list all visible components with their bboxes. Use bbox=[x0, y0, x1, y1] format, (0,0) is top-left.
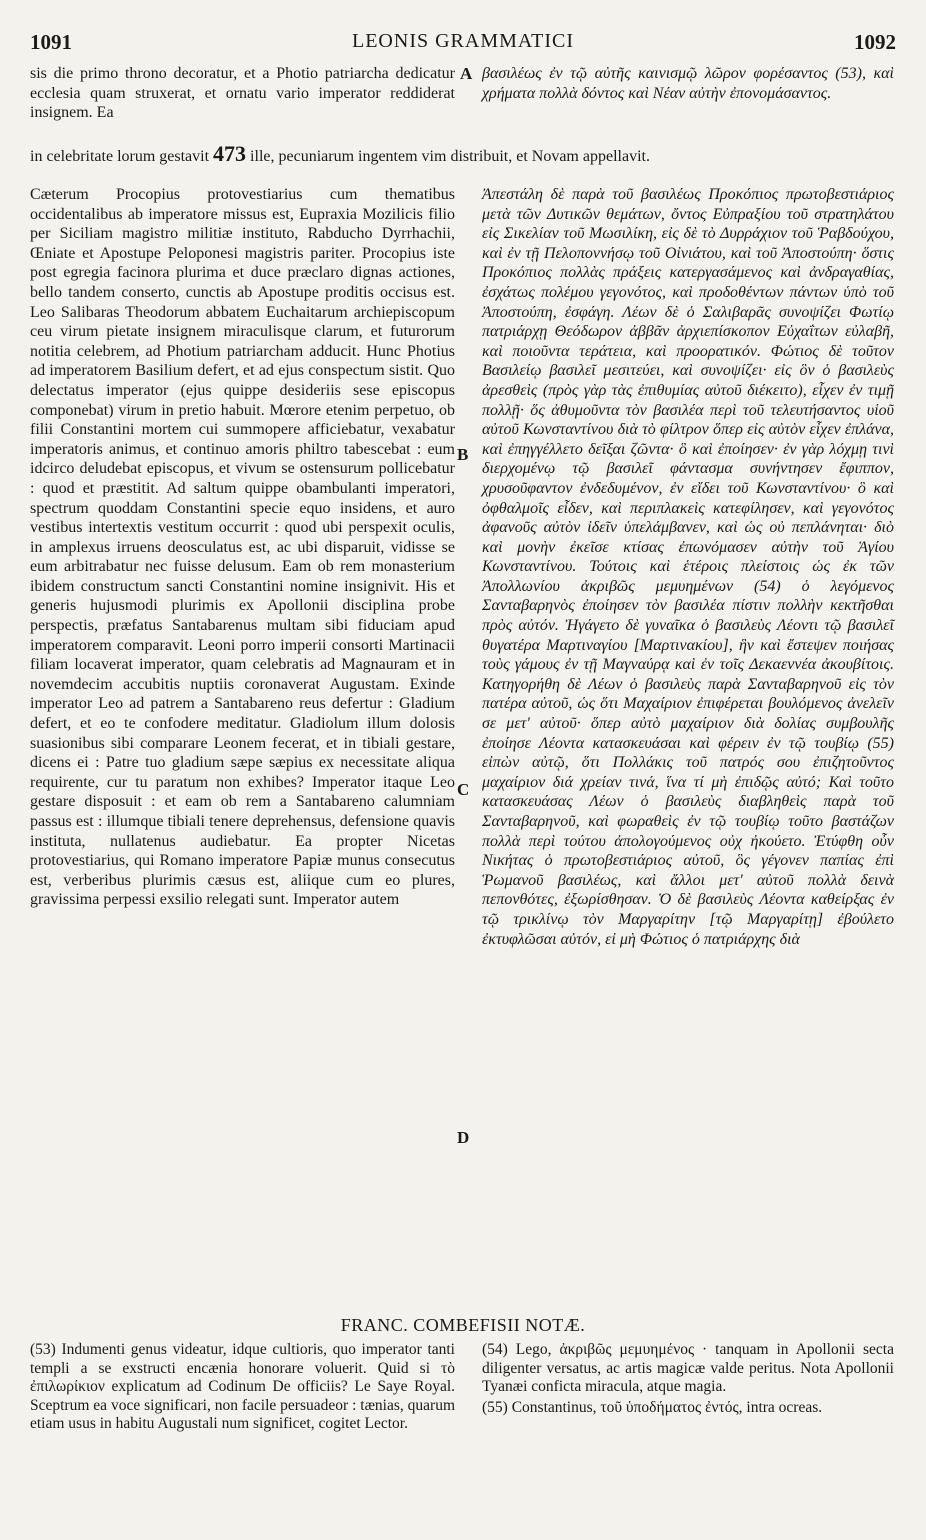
span-text-after: ille, pecuniarum ingentem vim distribuit, et Novam appellavit. bbox=[250, 148, 650, 165]
left-page-number: 1091 bbox=[30, 30, 72, 54]
latin-body-text: Cæterum Procopius protovestiarius cum thematibus occidentalibus ab imperatore missus est, Eupraxia Mozilicis filio per Siciliam magistro militiæ instituto, Rabducho Dyrrhachii, Œniate et Apostupe Peloponesi magistris pariter. Procopius iste post egregia facinora plurima et duce præclaro dignas actiones, bello tandem conserto, cunctis ab Apostupe proditis occisus est. Leo Salibaras Theodorum abbatem Euchaitarum archiepiscopum ceu virum pietate insignem miraculisque clarum, et futurorum notitia celebrem, ad Photium patriarcham adducit. Hunc Photius ad imperatorem Basilium defert, et ad ejus conspectum sistit. Quo delectatus imperator (ejus quippe desideriis sese episcopus componebat) virum in pretio habuit. Mœrore etenim perpetuo, ob filii Constantini mortem cui summopere afficiebatur, vexabatur imperatoris animus, et continuo amoris philtro tabescebat : eum idcirco deludebat episcopus, et vivum se ostensurum pollicebatur : quod et præstitit. Ad saltum quippe obambulanti imperatori, spectrum quoddam Constantini specie equo insidens, et auro vestibus intertextis vestitum occurrit : quod ubi perspexit oculis, in amplexus irruens deosculatus est, ac ubi disparuit, vidisse se eum arbitrabatur nec fuisse delusum. Eam ob rem monasterium ibidem constructum sancti Constantini nomine insignivit. His et generis hujusmodi plurimis ex Apollonii disciplina probe perspectis, præfatus Santabarenus multam sibi fiduciam apud imperatorem comparavit. Leoni porro imperii consorti Martinacii filiam locaverat imperator, quam celebratis ad Magnauram et in novemdecim accubitis nuptiis coronaverat Augustam. Exinde imperator Leo ad patrem a Santabareno reus defertur : Gladium defert, et eo te confodere meditatur. Gladiolum illum dolosis suasionibus sibi comparare Leonem fecerat, et in tibiali gestare, dicens ei : Patre tuo gladium sæpe sæpius ex necessitate aliqua requirente, cur tu paratum non exhibes? Imperator itaque Leo gestare disposuit : et eam ob rem a Santabareno calumniam passus est : illumque tibiali tenere deprehensus, defensione quavis instituta, nullatenus audiebatur. Ea propter Nicetas protovestiarius, qui Romano imperatore Papiæ munus consecutus est, verberibus plurimis cæsus est, aliique cum eo plures, gravissima perpessi exsilio relegati sunt. Imperator autem bbox=[30, 186, 455, 909]
notes-right-column bbox=[482, 1341, 894, 1417]
latin-intro bbox=[30, 64, 455, 123]
right-page-number: 1092 bbox=[854, 30, 896, 54]
note-55: (55) Constantinus, τοῦ ὑποδήματος ἐντός, intra ocreas. bbox=[482, 1398, 823, 1416]
column-number: 473 bbox=[213, 141, 247, 166]
latin-intro-text: sis die primo throno decoratur, et a Photio patriarcha dedicatur ecclesia quam struxerat, et ornatu vario imperator reddiderat insignem. Ea bbox=[30, 65, 455, 122]
notes-left-column bbox=[30, 1341, 455, 1434]
greek-column bbox=[482, 185, 894, 949]
greek-intro bbox=[482, 64, 894, 103]
note-53: (53) Indumenti genus videatur, idque cultioris, quo imperator tanti templi a se exstructi encænia honorare voluerit. Quid si τὸ ἐπιλωρίκιον explicatum ad Codinum De officiis? Le Saye Royal. Sceptrum ea voce significari, non facile persuadeor : tænias, quarum etiam usus in habitu Augustali num significet, cogitet Lector. bbox=[30, 1341, 455, 1433]
running-title: LEONIS GRAMMATICI bbox=[352, 30, 574, 52]
page-header bbox=[30, 30, 896, 56]
latin-column bbox=[30, 185, 455, 910]
span-text-before: in celebritate lorum gestavit bbox=[30, 148, 210, 165]
margin-letter-b: B bbox=[457, 445, 469, 464]
margin-letter-d: D bbox=[457, 1128, 470, 1147]
greek-intro-text: βασιλέως ἐν τῷ αὐτῆς καινισμῷ λῶρον φορέσαντος (53), καὶ χρήματα πολλὰ δόντος καὶ Νέαν αὐτὴν ἐπονομάσαντος. bbox=[482, 65, 894, 102]
margin-letter-a: A bbox=[460, 64, 473, 83]
spanning-latin-line bbox=[30, 141, 892, 167]
notes-heading: FRANC. COMBEFISII NOTÆ. bbox=[340, 1315, 586, 1335]
greek-body-text: Ἀπεστάλη δὲ παρὰ τοῦ βασιλέως Προκόπιος πρωτοβεστιάριος μετὰ τῶν Δυτικῶν θεμάτων, ὄντος Εὐπραξίου τοῦ στρατηλάτου εἰς Σικελίαν τοῦ Μωσιλίκη, εἰς δὲ τὸ Δυρράχιον τοῦ Ῥαβδούχου, καὶ ἐν τῇ Πελοποννήσῳ τοῦ Οἰνιάτου, καὶ τοῦ Ἀποστούπη· ὅστις Προκόπιος πολλὰς πράξεις κατεργασάμενος καὶ ἀνδραγαθίας, ἐσχάτως πολέμου γεγονότος, καὶ προδοθέντων πάντων ὑπὸ τοῦ Ἀποστούπη, ἐσφάγη. Λέων δὲ ὁ Σαλιβαρᾶς συνοψίζει Φωτίῳ πατριάρχῃ Θεόδωρον ἀββᾶν ἀρχιεπίσκοπον Εὐχαΐτων εὐλαβῆ, καὶ ποιοῦντα τεράτεια, καὶ προορατικόν. Φώτιος δὲ τοῦτον Βασιλείῳ βασιλεῖ μεσιτεύει, καὶ συνοψίζει· εἰς ὃν ὁ βασιλεὺς ἀρεσθεὶς (πρὸς γὰρ τὰς ἐπιθυμίας αὐτοῦ διέκειτο), εἶχεν ἐν τιμῇ πολλῇ· ὅς ἀθυμοῦντα τὸν βασιλέα περὶ τοῦ τελευτήσαντος υἱοῦ αὐτοῦ Κωνσταντίνου διὰ τὸ φίλτρον ὅπερ εἰς αὐτὸν εἶχεν ἐπλάνα, καὶ ἐπηγγέλλετο δεῖξαι ζῶντα· ὃ καὶ ἐποίησεν· ἐν γὰρ λόχμῃ τινὶ διερχομένῳ τῷ βασιλεῖ φάντασμα συνήντησεν ἔφιππον, χρυσοῦφαντον ἐνδεδυμένον, ἐν εἴδει τοῦ Κωνσταντίνου· ὃ καὶ ὀφθαλμοῖς εἶδεν, καὶ περιπλακεὶς κατεφίλησεν, καὶ γεγονότος ἀφανοῦς αὐτὸν ἰδεῖν ὑπελάμβανεν, καὶ ὡς οὐ πεπλάνηται· διὸ καὶ μονὴν ἐκεῖσε κτίσας ἐπωνόμασεν αὐτὴν τοῦ Ἁγίου Κωνσταντίνου. Τούτοις καὶ ἑτέροις πλείστοις ὡς ἐκ τῶν Ἀπολλωνίου ἀκριβῶς μεμυημένων (54) ὁ λεγόμενος Σανταβαρηνὸς ἐποίησεν τὸν βασιλέα πίστιν πολλὴν κεκτῆσθαι πρὸς αὐτόν. Ἠγάγετο δὲ γυναῖκα ὁ βασιλεὺς Λέοντι τῷ βασιλεῖ θυγατέρα Μαρτιναγίου [Μαρτινακίου], ἣν καὶ ἔστεψεν ποιήσας τοὺς γάμους ἐν τῇ Μαγναύρᾳ καὶ ἐν τοῖς Δεκαεννέα ἀκουβίτοις. Κατηγορήθη δὲ Λέων ὁ βασιλεὺς παρὰ Σανταβαρηνοῦ εἰς τὸν πατέρα αὐτοῦ, ὡς ὅτι Μαχαίριον ἐπιφέρεται βουλόμενος ἀνελεῖν σε μετ' αὐτοῦ· ὅπερ αὐτὸ μαχαίριον διὰ δολίας συμβουλῆς ἐποίησε Λέοντα κατασκευάσαι καὶ φέρειν ἐν τῷ τουβίῳ (55) εἰπὼν αὐτῷ, ὅτι Πολλάκις τοῦ πατρός σου ἐπιζητοῦντος μαχαίριον διά χρείαν τινά, ἵνα τί μὴ ἐπιδῷς αὐτό; Καὶ τοῦτο κατασκευάσας Λέων ὁ βασιλεὺς διαβληθεὶς παρὰ τοῦ Σανταβαρηνοῦ, καὶ φωραθεὶς ἐν τῷ τουβίῳ τοῦτο βαστάζων πολλὰ περὶ τούτου ἀπολογούμενος οὐχ ἠκούετο. Ἐτύφθη οὖν Νικήτας ὁ πρωτοβεστιάριος αὐτοῦ, ὃς γέγονεν παπίας ἐπὶ Ῥωμανοῦ βασιλέως, καὶ ἄλλοι μετ' αὐτοῦ πολλὰ δεινὰ πεπονθότες, ἐξωρίσθησαν. Ὁ δὲ βασιλεὺς Λέοντα καθείρξας ἐν τῷ τρικλίνῳ τὸν Μαργαρίτην [τῷ Μαργαρίτῃ] ἐβούλετο ἐκτυφλῶσαι αὐτόν, εἰ μὴ Φώτιος ὁ πατριάρχης διὰ bbox=[482, 186, 894, 948]
note-54: (54) Lego, ἀκριβῶς μεμυημένος · tanquam in Apollonii secta diligenter versatus, ac artis magicæ valde peritus. Nota Apollonii Tyanæi conficta miracula, atque magia. bbox=[482, 1341, 894, 1396]
margin-letter-c: C bbox=[457, 780, 470, 799]
